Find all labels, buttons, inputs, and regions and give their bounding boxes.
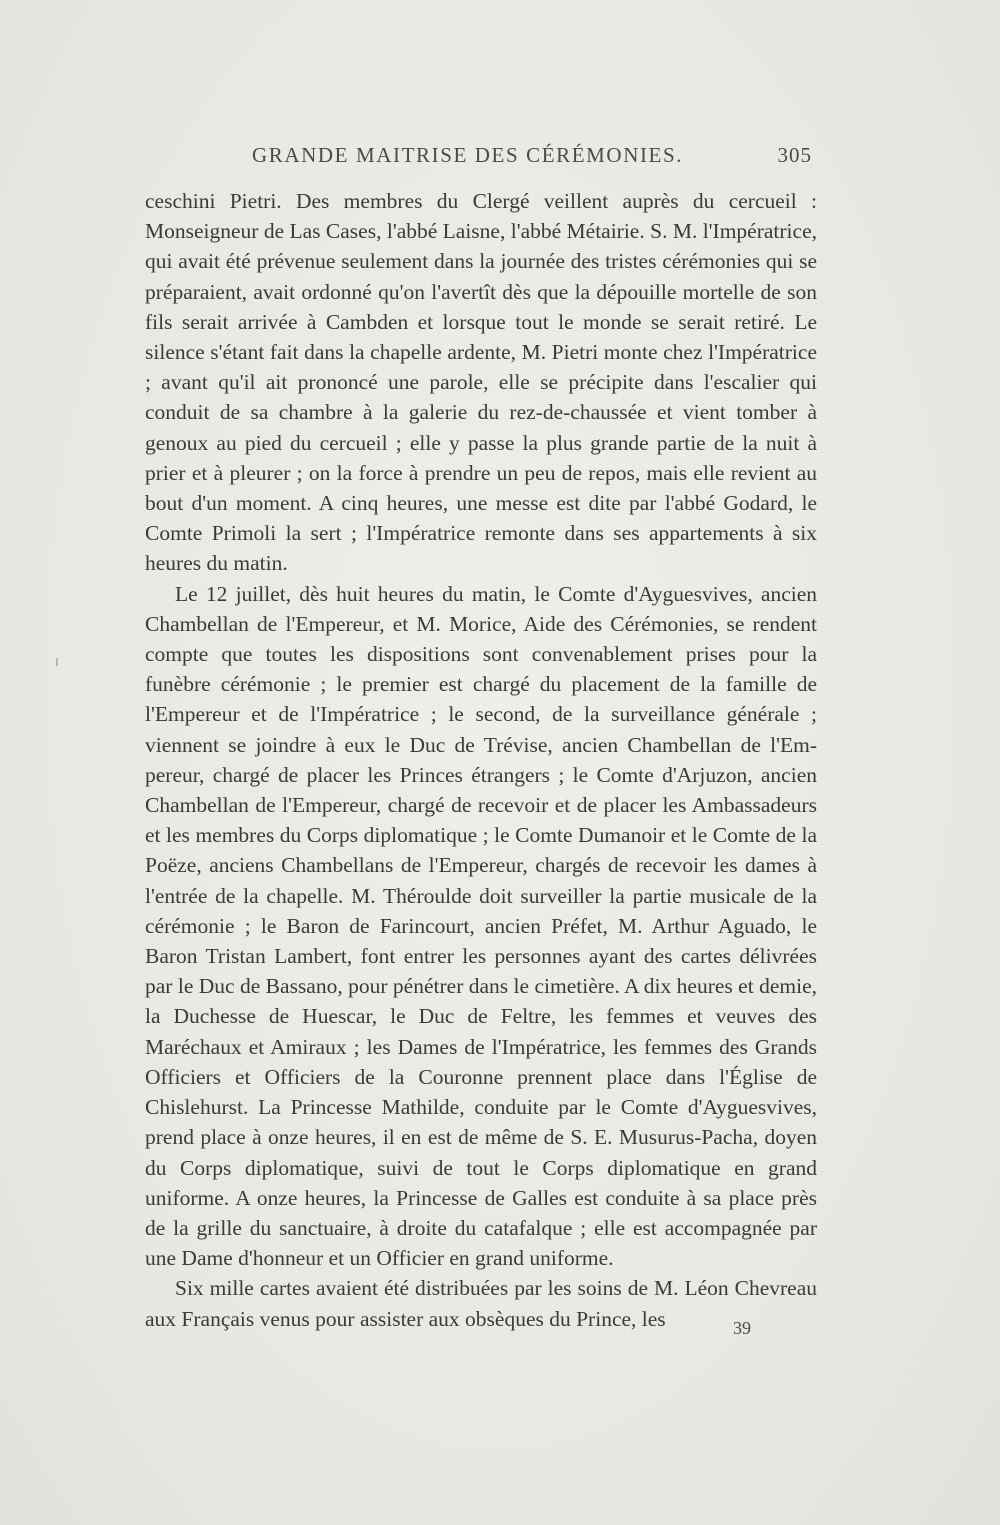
- paragraph: Le 12 juillet, dès huit heures du matin, le Comte d'Ayguesvives, ancien Chambellan de l'Empereur, et M. Morice, Aide des Cérémonies, se rendent compte que toutes les dispositions sont convenablement prises pour la funèbre cérémonie ; le premier est chargé du placement de la famille de l'Empereur et de l'Impératrice ; le second, de la surveillance générale ; viennent se joindre à eux le Duc de Trévise, ancien Chambellan de l'Empereur, chargé de placer les Princes étrangers ; le Comte d'Arjuzon, ancien Chambellan de l'Empereur, chargé de recevoir et de placer les Ambassadeurs et les membres du Corps diplomatique ; le Comte Dumanoir et le Comte de la Poëze, anciens Chambellans de l'Empereur, chargés de recevoir les dames à l'entrée de la chapelle. M. Théroulde doit surveiller la partie musicale de la cérémonie ; le Baron de Farincourt, ancien Préfet, M. Arthur Aguado, le Baron Tristan Lambert, font entrer les personnes ayant des cartes délivrées par le Duc de Bassano, pour pénétrer dans le cimetière. A dix heures et demie, la Duchesse de Huescar, le Duc de Feltre, les femmes et veuves des Maréchaux et Amiraux ; les Dames de l'Impératrice, les femmes des Grands Officiers et Officiers de la Couronne prennent place dans l'Église de Chislehurst. La Princesse Mathilde, conduite par le Comte d'Ayguesvives, prend place à onze heures, il en est de même de S. E. Musurus-Pacha, doyen du Corps diplomatique, suivi de tout le Corps diplomatique en grand uniforme. A onze heures, la Princesse de Galles est conduite à sa place près de la grille du sanctuaire, à droite du catafalque ; elle est accompagnée par une Dame d'honneur et un Officier en grand uniforme.: [145, 581, 817, 1271]
- page-number: 305: [777, 143, 812, 167]
- running-head: [252, 143, 812, 173]
- paper-speck: [56, 658, 58, 666]
- body-text: [145, 186, 817, 1334]
- signature-mark: 39: [733, 1318, 751, 1338]
- running-head-title: GRANDE MAITRISE DES CÉRÉMONIES.: [252, 143, 684, 167]
- paragraph-continued: ceschini Pietri. Des membres du Clergé veillent auprès du cercueil : Monseigneur de Las Cases, l'abbé Laisne, l'abbé Métairie. S. M. l'Impératrice, qui avait été prévenue seulement dans la journée des tristes cérémonies qui se préparaient, avait ordonné qu'on l'avertît dès que la dépouille mortelle de son fils serait arrivée à Cambden et lorsque tout le monde se serait retiré. Le silence s'étant fait dans la chapelle ardente, M. Pietri monte chez l'Impératrice ; avant qu'il ait prononcé une parole, elle se précipite dans l'escalier qui conduit de sa chambre à la galerie du rez-de-chaussée et vient tomber à genoux au pied du cercueil ; elle y passe la plus grande partie de la nuit à prier et à pleurer ; on la force à prendre un peu de repos, mais elle revient au bout d'un moment. A cinq heures, une messe est dite par l'abbé Godard, le Comte Primoli la sert ; l'Impératrice remonte dans ses appartements à six heures du matin.: [145, 189, 817, 576]
- paragraph: Six mille cartes avaient été distribuées par les soins de M. Léon Chevreau aux Français venus pour assister aux obsèques du Prince, les: [145, 1276, 817, 1331]
